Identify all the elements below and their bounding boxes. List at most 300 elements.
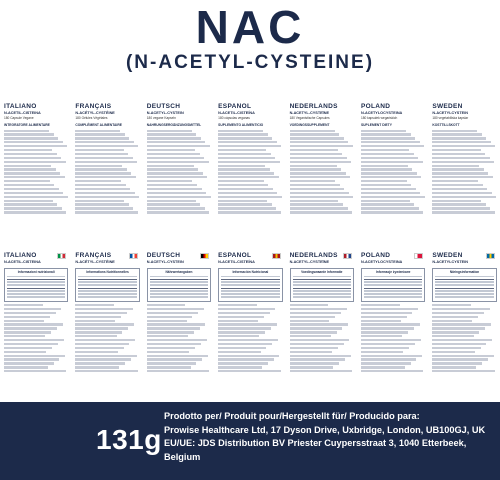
text-line [75,137,129,139]
table-row [221,288,279,289]
text-line [290,165,337,167]
text-line [290,362,340,364]
product-name: N-ACÉTYL-CYSTÉINE [75,260,115,264]
text-line [75,358,130,360]
text-line [218,335,259,337]
language-column-0 [0,103,71,245]
producer-line-1: Prodotto per/ Produit pour/Hergestellt für/ Producido para: [164,411,420,421]
text-line [75,149,123,151]
text-line [361,308,418,310]
product-name: N-ACETYLOCYSTEINA [360,111,403,115]
text-line [361,172,417,174]
text-line [75,304,114,306]
nutrition-table-title: Información Nutricional [232,270,269,274]
text-line [432,188,487,190]
text-line [432,180,478,182]
text-line [218,137,272,139]
language-heading: FRANÇAIS [75,103,112,110]
flag-icon [57,253,66,259]
text-line [218,316,264,318]
language-heading-row [361,252,425,260]
text-line [4,331,51,333]
text-line [4,145,67,147]
text-line [218,358,273,360]
text-line [4,168,56,170]
text-line [218,207,276,209]
text-line [290,211,352,213]
table-row [150,281,208,283]
text-line [432,347,480,349]
text-line [147,157,204,159]
capsule-count: 180 Veganistische Capsules [289,116,330,120]
text-line [147,172,203,174]
text-line [4,133,54,135]
table-row [293,290,351,292]
text-line [4,327,57,329]
text-line [432,165,479,167]
capsule-count: 180 Capsule Vegane [4,116,34,120]
text-line [147,203,200,205]
text-line [361,331,408,333]
text-line [361,327,414,329]
table-row [364,284,422,286]
text-line [75,370,137,372]
language-heading: DEUTSCH [146,103,181,110]
ingredients-text [290,304,354,372]
language-heading-row [432,252,496,260]
text-line [147,320,187,322]
table-row [78,290,136,292]
text-line [290,172,346,174]
text-line [4,172,60,174]
text-line [147,192,206,194]
table-row [7,279,65,280]
text-line [432,145,495,147]
text-line [290,320,330,322]
product-name: N-ACETYL-CYSTEÏNE [289,111,330,115]
text-line [290,331,337,333]
text-line [432,304,471,306]
text-line [75,347,123,349]
text-line [147,141,206,143]
table-row [78,288,136,289]
text-line [432,211,494,213]
product-name: N-ACETYL-CYSTEÏNE [289,260,330,264]
nutrition-table-title: Informations Nutritionnelles [86,270,129,274]
text-line [4,149,52,151]
language-column-6 [428,103,499,245]
text-line [147,180,193,182]
table-row [7,293,65,295]
table-row [293,288,351,289]
text-line [290,161,352,163]
text-line [147,304,186,306]
text-line [4,323,63,325]
table-row [150,276,208,278]
table-row [7,290,65,292]
ingredients-text [361,304,425,372]
text-line [75,308,132,310]
text-line [361,130,406,132]
text-line [218,203,271,205]
table-row [364,281,422,283]
flag-icon [200,253,209,259]
nutrition-table-title: Informazioni nutrizionali [17,270,55,274]
language-heading: ITALIANO [4,103,37,110]
product-name: N-ACETIL-CISTEINA [4,111,41,115]
text-line [75,157,132,159]
text-line [218,323,277,325]
text-line [290,157,347,159]
text-line [4,196,68,198]
text-line [75,316,121,318]
table-row [435,276,493,278]
text-line [4,362,54,364]
ingredients-text [218,304,282,372]
text-line [432,161,494,163]
text-line [4,130,49,132]
language-heading: SWEDEN [432,103,463,110]
text-line [218,362,268,364]
nutrition-table [432,268,496,302]
nutrition-column-1 [71,252,142,400]
text-line [75,335,116,337]
text-line [290,168,342,170]
product-title: NAC [195,1,305,53]
text-line [147,343,201,345]
text-line [218,327,271,329]
text-line [4,335,45,337]
text-line [4,304,43,306]
ingredients-text [432,304,496,372]
text-line [432,327,485,329]
table-row [293,296,351,298]
text-line [147,161,209,163]
text-line [290,203,343,205]
table-row [293,281,351,283]
text-line [4,320,44,322]
text-line [432,192,491,194]
text-line [218,141,277,143]
table-row [78,293,136,295]
text-line [432,176,493,178]
ingredients-text [147,304,211,372]
text-line [361,133,411,135]
table-row [435,279,493,280]
text-line [218,130,263,132]
description-text [4,130,68,214]
text-line [147,335,188,337]
text-line [147,165,194,167]
table-row [435,296,493,298]
language-heading: ESPAÑOL [218,103,252,110]
text-line [290,137,344,139]
description-text [218,130,282,214]
text-line [361,145,424,147]
ingredients-text [4,304,68,372]
text-line [218,339,278,341]
text-line [75,196,139,198]
supplement-heading: NAHRUNGSERGÄNZUNGSMITTEL [146,122,202,127]
table-row [7,276,65,278]
text-line [147,130,192,132]
text-line [218,157,275,159]
text-line [432,153,485,155]
text-line [290,347,338,349]
text-line [218,176,279,178]
nutrition-table-title: Näringsinformation [449,270,480,274]
text-line [361,370,423,372]
description-text [147,130,211,214]
language-heading: SWEDEN [432,252,463,259]
text-line [361,153,414,155]
text-line [361,200,410,202]
table-row [293,276,351,278]
table-row [435,284,493,286]
table-row [364,279,422,280]
language-heading-row [147,252,211,260]
text-line [432,320,472,322]
text-line [147,312,199,314]
text-line [290,323,349,325]
text-line [432,339,492,341]
text-line [218,168,270,170]
text-line [218,200,267,202]
text-line [361,351,403,353]
language-heading: NEDERLANDS [289,103,338,110]
text-line [75,366,119,368]
text-line [4,308,61,310]
text-line [147,355,208,357]
text-line [432,184,482,186]
nutrition-column-4 [286,252,357,400]
table-row [221,284,279,286]
text-line [290,184,340,186]
nutrition-table [361,268,425,302]
product-name: N-ACETIL-CISTEINA [4,260,41,264]
nutrition-column-0 [0,252,71,400]
text-line [147,339,207,341]
language-heading-row [290,252,354,260]
text-line [290,149,338,151]
text-line [432,343,486,345]
text-line [75,343,129,345]
language-heading: ESPAÑOL [218,252,252,259]
table-row [293,279,351,280]
text-line [361,355,422,357]
text-line [75,200,124,202]
text-line [75,184,125,186]
nutrition-table-title: Voedingswaarde Informatie [301,270,343,274]
text-line [432,149,480,151]
language-heading: FRANÇAIS [75,252,112,259]
text-line [361,320,401,322]
text-line [75,145,138,147]
text-line [218,343,272,345]
nutrition-table-title: Informacje żywieniowe [375,270,411,274]
text-line [147,366,191,368]
text-line [4,203,57,205]
text-line [147,308,204,310]
text-line [290,316,336,318]
table-row [221,279,279,280]
table-row [364,276,422,278]
text-line [218,312,270,314]
text-line [361,358,416,360]
text-line [4,192,63,194]
product-name: N-ACÉTYL-CYSTÉINE [75,111,115,115]
table-row [78,284,136,286]
text-line [432,157,489,159]
flag-icon [343,253,352,259]
text-line [218,331,265,333]
text-line [4,358,59,360]
table-row [364,296,422,298]
nutrition-table-title: Nährwertangaben [165,270,193,274]
language-heading: DEUTSCH [146,252,181,259]
table-row [364,293,422,295]
supplement-heading: INTEGRATORE ALIMENTARE [4,122,50,127]
text-line [290,145,353,147]
text-line [290,176,351,178]
text-line [75,176,136,178]
supplement-heading: SUPLEMENTO ALIMENTICIO [218,122,264,127]
text-line [4,316,50,318]
text-line [218,133,268,135]
text-line [361,157,418,159]
text-line [218,149,266,151]
nutrition-column-3 [214,252,285,400]
text-line [290,180,336,182]
text-line [432,200,481,202]
text-line [290,196,354,198]
text-line [75,312,127,314]
text-line [218,355,279,357]
table-row [435,290,493,292]
description-text [290,130,354,214]
text-line [361,366,405,368]
text-line [147,196,211,198]
text-line [75,192,134,194]
text-line [218,153,271,155]
product-header [0,0,500,78]
text-line [361,203,414,205]
text-line [290,308,347,310]
text-line [290,343,344,345]
supplement-heading: COMPLÉMENT ALIMENTAIRE [75,122,122,127]
text-line [75,207,133,209]
text-line [75,320,115,322]
table-row [78,296,136,298]
text-line [432,168,484,170]
language-heading: NEDERLANDS [289,252,338,259]
text-line [290,339,350,341]
capsule-count: 180 vegetabiliska kapslar [432,116,469,120]
text-line [290,327,343,329]
text-line [4,347,52,349]
ingredients-text [75,304,139,372]
text-line [147,362,197,364]
table-row [7,284,65,286]
text-line [75,211,137,213]
text-line [75,355,136,357]
flag-icon [486,253,495,259]
language-column-4 [286,103,357,245]
text-line [4,343,58,345]
text-line [218,320,258,322]
text-line [4,351,46,353]
text-line [4,137,58,139]
table-row [78,281,136,283]
table-row [7,281,65,283]
table-row [7,288,65,289]
net-weight: 131g [96,424,162,455]
text-line [432,133,482,135]
text-line [75,180,121,182]
nutrition-table [75,268,139,302]
text-line [147,211,209,213]
text-line [432,196,496,198]
table-row [7,296,65,298]
text-line [290,141,349,143]
table-row [435,288,493,289]
text-line [290,153,343,155]
text-line [4,339,64,341]
text-line [432,308,489,310]
text-line [4,355,65,357]
producer-info [164,410,494,464]
text-line [290,355,351,357]
text-line [218,161,280,163]
language-heading: POLAND [360,252,391,259]
text-line [147,137,201,139]
nutrition-table [147,268,211,302]
text-line [218,370,280,372]
text-line [361,161,423,163]
text-line [147,176,208,178]
text-line [290,335,331,337]
text-line [147,184,197,186]
text-line [218,347,266,349]
text-line [361,141,420,143]
language-heading-row [4,252,68,260]
text-line [147,358,202,360]
text-line [432,172,488,174]
product-name: N-ACETIL-CISTEÍNA [218,260,255,264]
language-heading: ITALIANO [4,252,37,259]
producer-line-2: Prowise Healthcare Ltd, 17 Dyson Drive, Uxbridge, London, UB100GJ, UK [164,424,486,435]
table-row [293,284,351,286]
table-row [150,296,208,298]
text-line [75,351,117,353]
product-name: N-ACETYLCYSTEIN [432,260,468,264]
text-line [147,316,193,318]
text-line [432,207,490,209]
product-name: N-ACETYLOCYSTEINA [360,260,403,264]
text-line [218,304,257,306]
text-line [4,141,63,143]
language-column-2 [143,103,214,245]
nutrition-table [218,268,282,302]
text-line [432,351,474,353]
table-row [221,281,279,283]
supplement-heading: SUPLEMENT DIETY [360,122,392,127]
text-line [75,327,128,329]
footer-band [0,402,500,480]
language-heading-row [218,252,282,260]
text-line [147,327,200,329]
text-line [432,370,494,372]
